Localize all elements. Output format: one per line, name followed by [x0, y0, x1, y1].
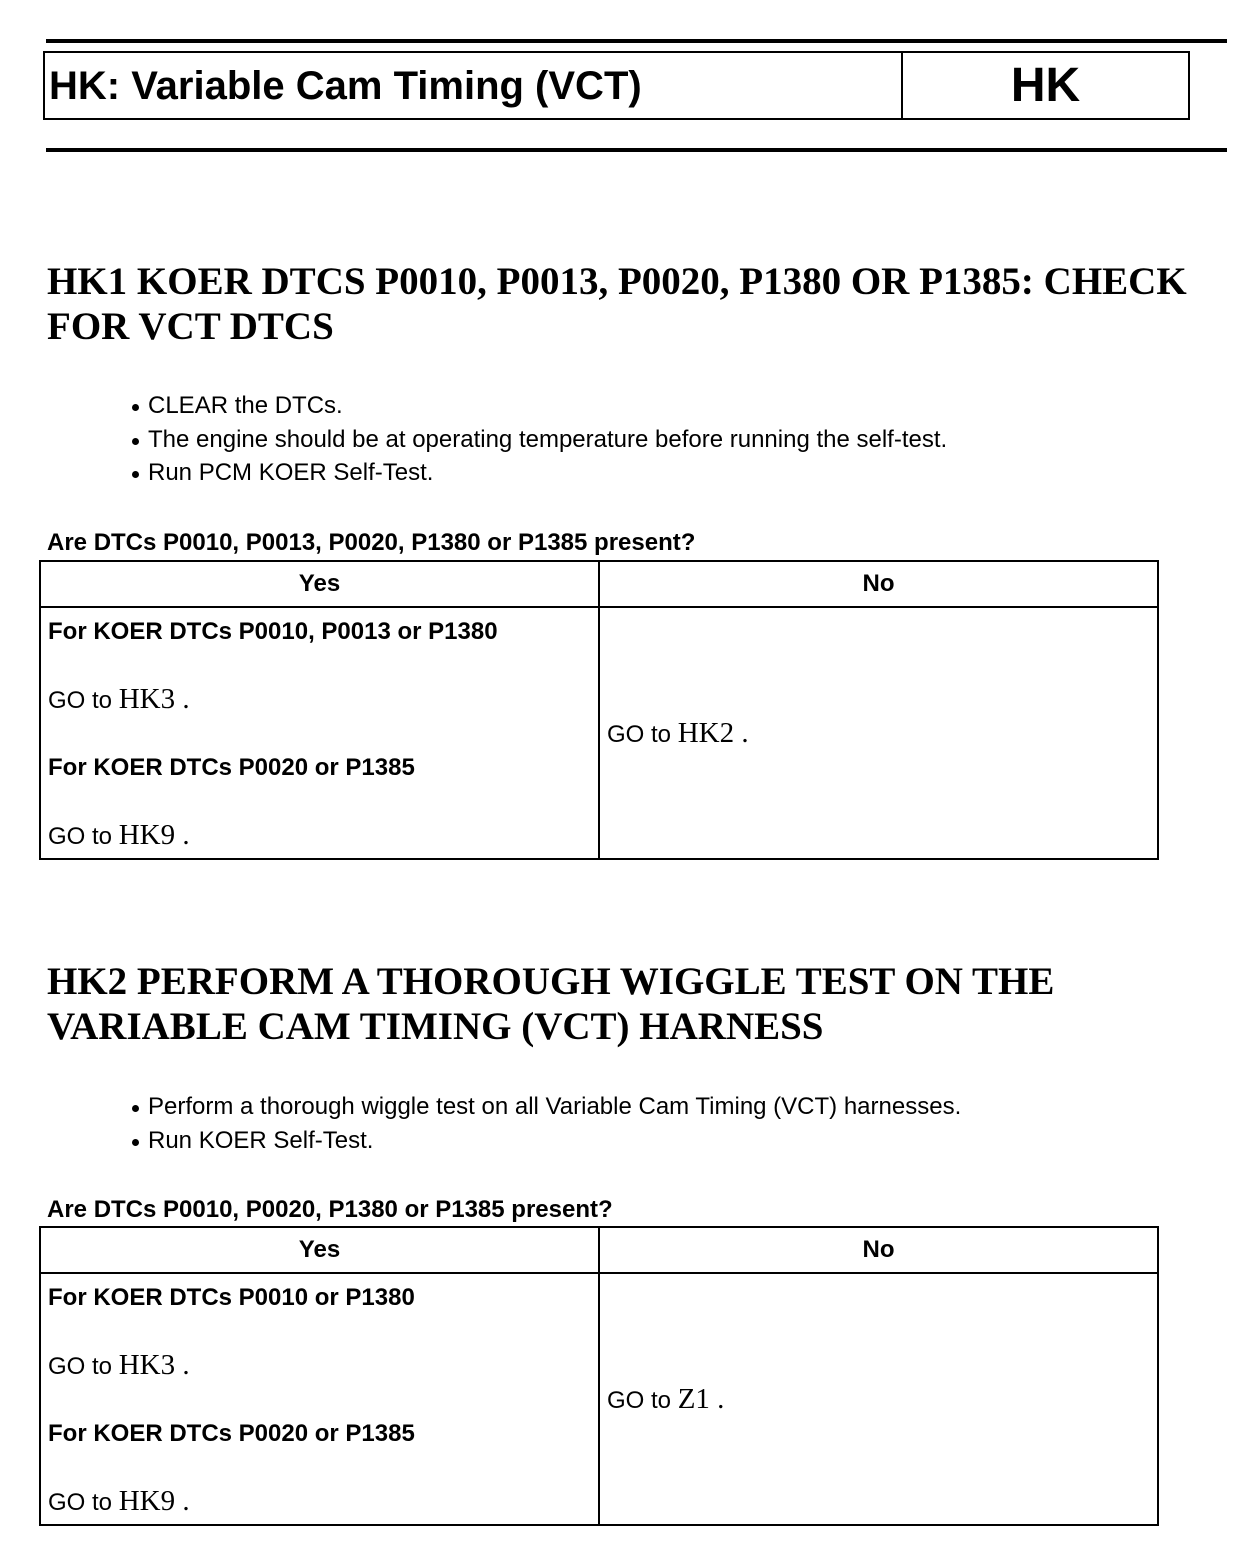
title-box — [43, 51, 1190, 120]
go-to-prefix: GO to — [48, 1489, 119, 1516]
step-link-hk9[interactable]: HK9 . — [118, 819, 190, 851]
step-heading-hk1: HK1 KOER DTCS P0010, P0013, P0020, P1380 OR P1385: CHECK FOR VCT DTCS — [47, 260, 1187, 348]
decision-table-hk1 — [39, 560, 1159, 860]
instruction-item: The engine should be at operating temperature before running the self-test. — [130, 423, 947, 457]
step-link-hk3[interactable]: HK3 . — [118, 683, 190, 715]
step-link-hk2[interactable]: HK2 . — [677, 716, 749, 749]
go-to-instruction — [48, 1350, 591, 1382]
yes-condition: For KOER DTCs P0020 or P1385 — [48, 1420, 415, 1447]
instruction-item: Run KOER Self-Test. — [130, 1124, 961, 1158]
yes-header: Yes — [40, 1227, 599, 1273]
instruction-item: Run PCM KOER Self-Test. — [130, 456, 947, 490]
step-instructions-hk2 — [130, 1090, 961, 1157]
page-title: HK: Variable Cam Timing (VCT) — [45, 53, 903, 118]
go-to-instruction — [48, 1486, 591, 1518]
step-instructions-hk1 — [130, 389, 947, 490]
step-question-hk2: Are DTCs P0010, P0020, P1380 or P1385 present? — [47, 1196, 613, 1223]
header-bottom-rule — [46, 148, 1227, 152]
yes-condition: For KOER DTCs P0020 or P1385 — [48, 754, 415, 781]
yes-cell — [40, 607, 599, 859]
go-to-prefix: GO to — [48, 1353, 119, 1380]
go-to-prefix: GO to — [607, 1386, 678, 1414]
yes-header: Yes — [40, 561, 599, 607]
no-cell — [599, 607, 1158, 859]
go-to-prefix: GO to — [607, 720, 678, 748]
no-cell — [599, 1273, 1158, 1525]
no-header: No — [599, 1227, 1158, 1273]
yes-condition: For KOER DTCs P0010, P0013 or P1380 — [48, 618, 498, 645]
yes-cell — [40, 1273, 599, 1525]
no-header: No — [599, 561, 1158, 607]
go-to-prefix: GO to — [48, 823, 119, 850]
step-link-hk3[interactable]: HK3 . — [118, 1349, 190, 1381]
instruction-item: CLEAR the DTCs. — [130, 389, 947, 423]
step-link-hk9[interactable]: HK9 . — [118, 1485, 190, 1517]
instruction-item: Perform a thorough wiggle test on all Variable Cam Timing (VCT) harnesses. — [130, 1090, 961, 1124]
step-question-hk1: Are DTCs P0010, P0013, P0020, P1380 or P1385 present? — [47, 529, 696, 556]
go-to-prefix: GO to — [48, 687, 119, 714]
header-top-rule — [46, 39, 1227, 43]
section-code: HK — [1010, 59, 1081, 112]
go-to-instruction — [48, 820, 591, 852]
go-to-instruction — [48, 684, 591, 716]
step-heading-hk2: HK2 PERFORM A THOROUGH WIGGLE TEST ON THE VARIABLE CAM TIMING (VCT) HARNESS — [47, 960, 1055, 1048]
step-link-z1[interactable]: Z1 . — [677, 1382, 725, 1415]
decision-table-hk2 — [39, 1226, 1159, 1526]
yes-condition: For KOER DTCs P0010 or P1380 — [48, 1284, 415, 1311]
